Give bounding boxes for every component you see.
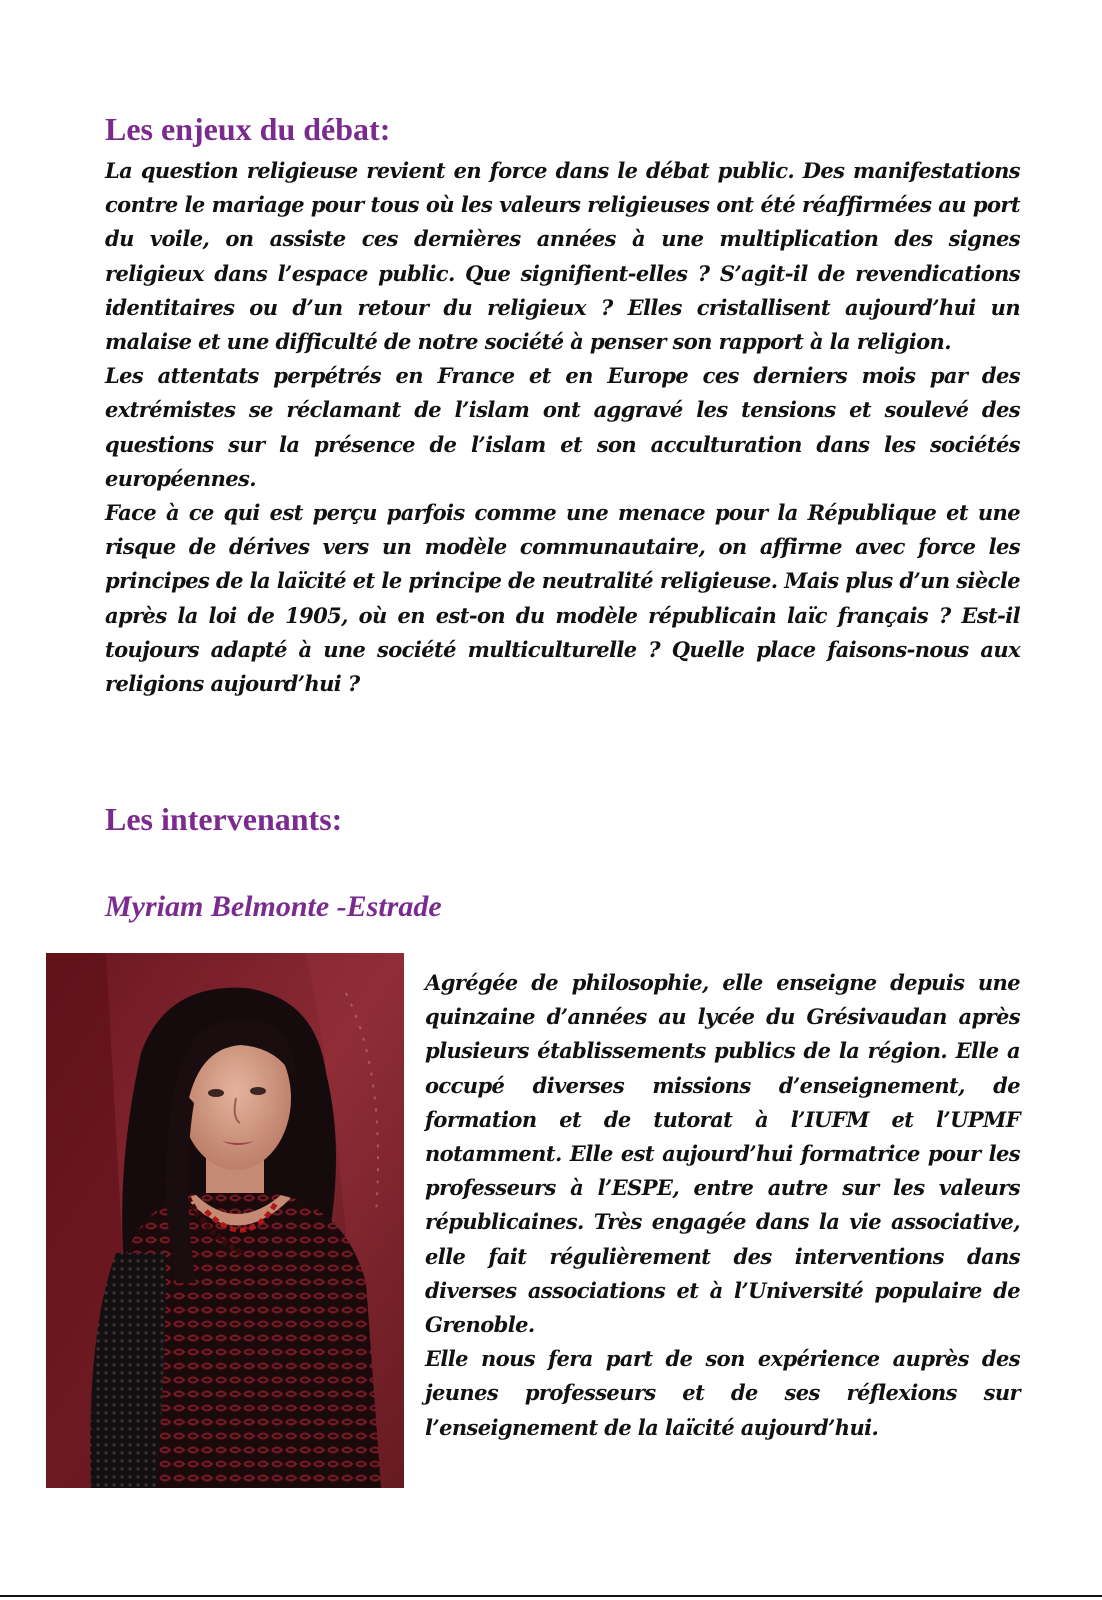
- speaker-name: Myriam Belmonte -Estrade: [105, 890, 442, 923]
- speaker-biography: [425, 966, 1020, 1445]
- section-title-debate-stakes: Les enjeux du débat:: [105, 111, 391, 147]
- debate-paragraph: Face à ce qui est perçu parfois comme une menace pour la République et une risque de dérives vers un modèle communautaire, on affirme avec force les principes de la laïcité et le principe de neutralité religieuse. Mais plus d’un siècle après la loi de 1905, où en est-on du modèle républicain laïc français ? Est-il toujours adapté à une société multiculturelle ? Quelle place faisons-nous aux religions aujourd’hui ?: [105, 500, 1020, 697]
- bio-paragraph: Agrégée de philosophie, elle enseigne depuis une quinzaine d’années au lycée du Grésivaudan après plusieurs établissements publics de la région. Elle a occupé diverses missions d’enseignement, de formation et de tutorat à l’IUFM et l’UPMF notamment. Elle est aujourd’hui formatrice pour les professeurs à l’ESPE, entre autre sur les valeurs républicaines. Très engagée dans la vie associative, elle fait régulièrement des interventions dans diverses associations et à l’Université populaire de Grenoble.: [425, 970, 1020, 1338]
- portrait-illustration: [46, 953, 404, 1488]
- bio-paragraph: Elle nous fera part de son expérience auprès des jeunes professeurs et de ses réflexions sur l’enseignement de la laïcité aujourd’hui.: [425, 1346, 1020, 1440]
- footer-divider: [0, 1595, 1102, 1597]
- speaker-portrait-photo: [46, 953, 404, 1488]
- debate-paragraph: Les attentats perpétrés en France et en Europe ces derniers mois par des extrémistes se réclamant de l’islam ont aggravé les tensions et soulevé des questions sur la présence de l’islam et son acculturation dans les sociétés européennes.: [105, 363, 1020, 491]
- debate-stakes-text: [105, 154, 1020, 701]
- debate-paragraph: La question religieuse revient en force dans le débat public. Des manifestations contre le mariage pour tous où les valeurs religieuses ont été réaffirmées au port du voile, on assiste ces dernières années à une multiplication des signes religieux dans l’espace public. Que signifient-elles ? S’agit-il de revendications identitaires ou d’un retour du religieux ? Elles cristallisent aujourd’hui un malaise et une difficulté de notre société à penser son rapport à la religion.: [105, 158, 1020, 355]
- section-title-speakers: Les intervenants:: [105, 801, 343, 837]
